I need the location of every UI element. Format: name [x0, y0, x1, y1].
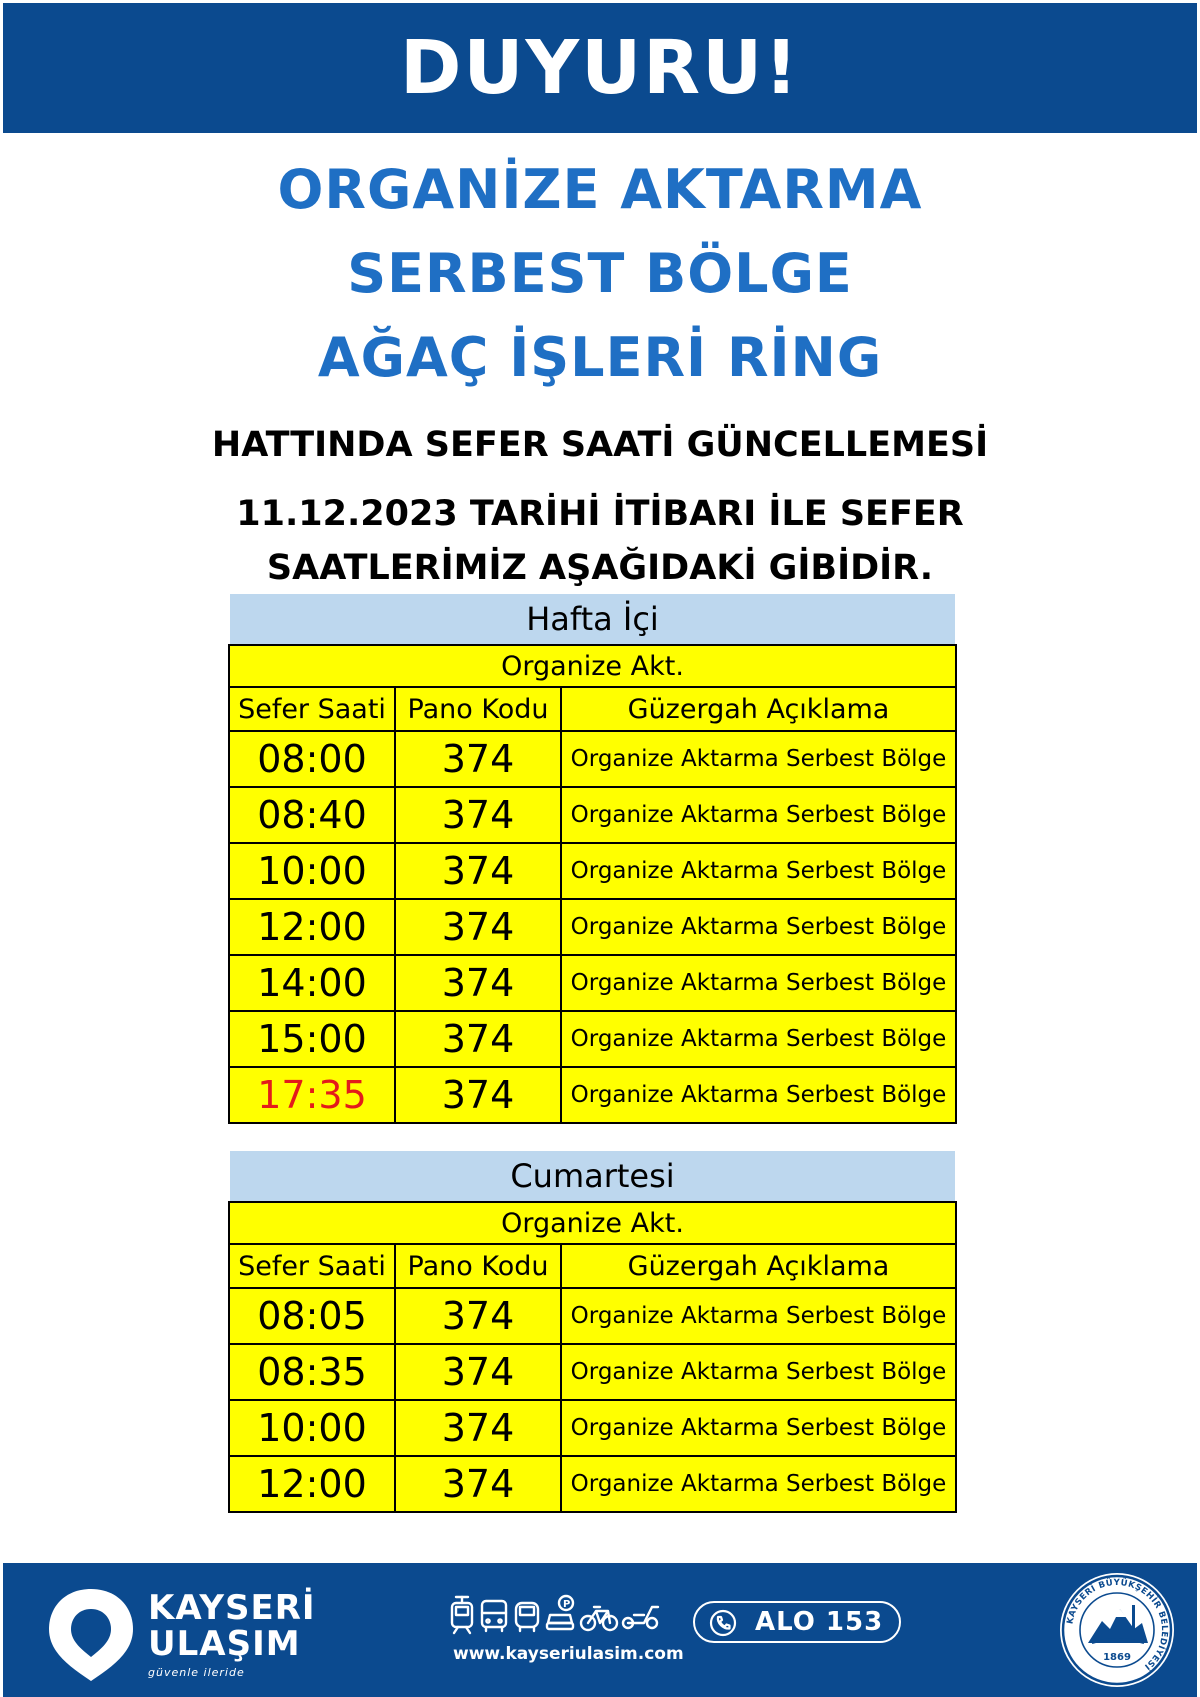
route-row — [229, 1202, 956, 1244]
seal-text: KAYSERİ BÜYÜKŞEHİR BELEDİYESİ — [1065, 1577, 1170, 1672]
schedule-row — [229, 1067, 956, 1123]
saturday-section-title: Cumartesi — [230, 1151, 955, 1201]
departure-time-cell: 15:00 — [229, 1011, 395, 1067]
svg-text:P: P — [563, 1599, 571, 1610]
bicycle-icon — [581, 1607, 617, 1630]
minibus-icon — [516, 1603, 538, 1631]
departure-time-header: Sefer Saati — [229, 687, 395, 731]
schedule-row — [229, 899, 956, 955]
panel-code-cell: 374 — [395, 731, 561, 787]
route-description-cell: Organize Aktarma Serbest Bölge — [561, 843, 956, 899]
departure-time-cell: 12:00 — [229, 1456, 395, 1512]
municipality-seal-icon — [1058, 1571, 1176, 1689]
brand-line-2: ULAŞIM — [148, 1624, 301, 1664]
saturday-schedule-table — [228, 1201, 957, 1513]
announcement-banner — [3, 3, 1197, 133]
departure-time-header: Sefer Saati — [229, 1244, 395, 1288]
route-description-cell: Organize Aktarma Serbest Bölge — [561, 1067, 956, 1123]
header-row — [229, 687, 956, 731]
departure-time-cell: 14:00 — [229, 955, 395, 1011]
route-row — [229, 645, 956, 687]
route-description-header: Güzergah Açıklama — [561, 1244, 956, 1288]
announcement-title: DUYURU! — [399, 25, 800, 111]
route-description-cell: Organize Aktarma Serbest Bölge — [561, 1288, 956, 1344]
panel-code-cell: 374 — [395, 1011, 561, 1067]
panel-code-cell: 374 — [395, 955, 561, 1011]
parking-car-icon — [547, 1596, 573, 1629]
route-name-cell: Organize Akt. — [229, 1202, 956, 1244]
route-description-cell: Organize Aktarma Serbest Bölge — [561, 1456, 956, 1512]
departure-time-cell: 08:05 — [229, 1288, 395, 1344]
website-link[interactable]: www.kayseriulasim.com — [453, 1644, 684, 1664]
panel-code-cell: 374 — [395, 1400, 561, 1456]
panel-code-header: Pano Kodu — [395, 687, 561, 731]
scooter-icon — [623, 1607, 658, 1628]
line-name-3: AĞAÇ İŞLERİ RİNG — [317, 326, 883, 389]
phone-icon — [709, 1609, 737, 1637]
transport-modes-icon — [448, 1593, 663, 1637]
update-subtitle: HATTINDA SEFER SAATİ GÜNCELLEMESİ — [211, 425, 989, 465]
departure-time-cell: 08:35 — [229, 1344, 395, 1400]
route-description-cell: Organize Aktarma Serbest Bölge — [561, 1011, 956, 1067]
panel-code-cell: 374 — [395, 1344, 561, 1400]
schedule-row — [229, 1344, 956, 1400]
schedule-row — [229, 731, 956, 787]
panel-code-cell: 374 — [395, 1456, 561, 1512]
effective-date-line: 11.12.2023 TARİHİ İTİBARI İLE SEFER — [236, 494, 964, 534]
hotline-number: ALO 153 — [755, 1607, 884, 1637]
schedule-row — [229, 1400, 956, 1456]
line-name-1: ORGANİZE AKTARMA — [277, 158, 923, 221]
schedule-intro-line: SAATLERİMİZ AŞAĞIDAKİ GİBİDİR. — [266, 548, 934, 588]
weekday-section-title: Hafta İçi — [230, 594, 955, 644]
panel-code-cell: 374 — [395, 1067, 561, 1123]
line-name-2: SERBEST BÖLGE — [347, 242, 853, 305]
tram-icon — [452, 1597, 472, 1633]
weekday-schedule-table — [228, 644, 957, 1124]
brand-slogan: güvenle ileride — [148, 1666, 245, 1679]
route-description-cell: Organize Aktarma Serbest Bölge — [561, 1344, 956, 1400]
footer-bar — [3, 1563, 1197, 1697]
panel-code-cell: 374 — [395, 843, 561, 899]
departure-time-cell: 12:00 — [229, 899, 395, 955]
panel-code-cell: 374 — [395, 1288, 561, 1344]
route-description-cell: Organize Aktarma Serbest Bölge — [561, 899, 956, 955]
departure-time-cell: 08:00 — [229, 731, 395, 787]
panel-code-cell: 374 — [395, 787, 561, 843]
route-description-cell: Organize Aktarma Serbest Bölge — [561, 787, 956, 843]
panel-code-header: Pano Kodu — [395, 1244, 561, 1288]
schedule-row — [229, 787, 956, 843]
departure-time-cell: 10:00 — [229, 843, 395, 899]
route-description-cell: Organize Aktarma Serbest Bölge — [561, 955, 956, 1011]
header-row — [229, 1244, 956, 1288]
route-name-cell: Organize Akt. — [229, 645, 956, 687]
schedule-row — [229, 1456, 956, 1512]
brand-wordmark — [148, 1588, 316, 1679]
schedule-row — [229, 843, 956, 899]
schedule-row — [229, 955, 956, 1011]
bus-icon — [482, 1601, 506, 1631]
kayseri-ulasim-logo-icon — [45, 1585, 137, 1685]
route-description-cell: Organize Aktarma Serbest Bölge — [561, 731, 956, 787]
departure-time-cell: 17:35 — [229, 1067, 395, 1123]
route-description-cell: Organize Aktarma Serbest Bölge — [561, 1400, 956, 1456]
route-description-header: Güzergah Açıklama — [561, 687, 956, 731]
seal-year: 1869 — [1103, 1652, 1131, 1663]
departure-time-cell: 08:40 — [229, 787, 395, 843]
departure-time-cell: 10:00 — [229, 1400, 395, 1456]
panel-code-cell: 374 — [395, 899, 561, 955]
hotline-badge[interactable] — [693, 1601, 901, 1643]
schedule-row — [229, 1011, 956, 1067]
schedule-row — [229, 1288, 956, 1344]
brand-line-1: KAYSERİ — [148, 1588, 316, 1628]
